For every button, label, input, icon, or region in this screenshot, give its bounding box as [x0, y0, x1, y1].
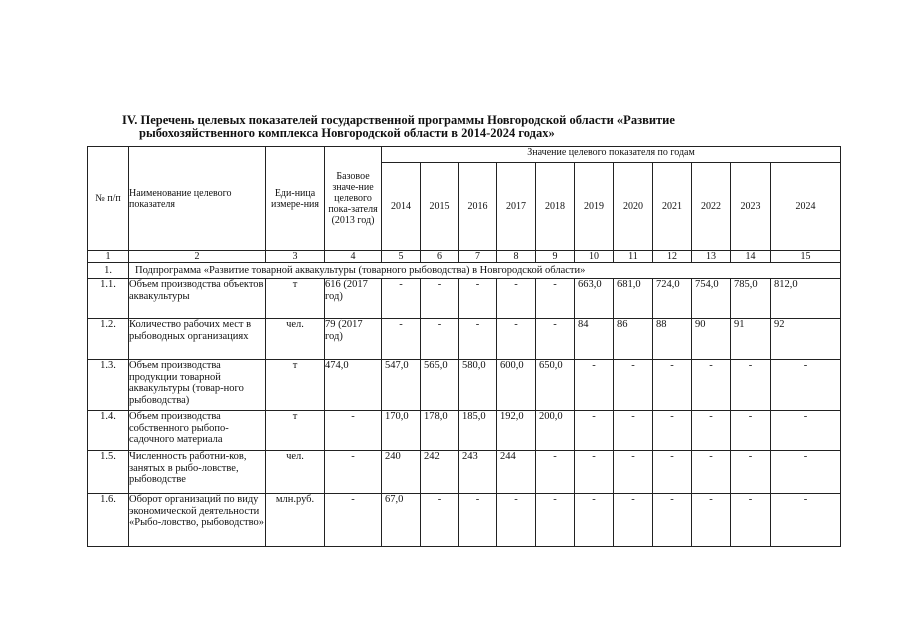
row-num: 1.2. [88, 319, 129, 360]
row-value: 178,0 [421, 411, 459, 451]
row-base: - [325, 411, 382, 451]
row-value: - [536, 279, 575, 319]
row-value: - [731, 494, 771, 547]
row-name: Объем производства продукции товарной аквакультуры (товар-ного рыбоводства) [129, 360, 266, 411]
header-year: 2021 [653, 163, 692, 251]
row-value: - [459, 494, 497, 547]
table-row [88, 494, 841, 547]
row-value: 650,0 [536, 360, 575, 411]
row-value: - [575, 360, 614, 411]
row-value: - [771, 451, 841, 494]
header-year: 2014 [382, 163, 421, 251]
header-year: 2024 [771, 163, 841, 251]
header-year: 2018 [536, 163, 575, 251]
row-value: 785,0 [731, 279, 771, 319]
row-value: 724,0 [653, 279, 692, 319]
row-value: 547,0 [382, 360, 421, 411]
row-value: 86 [614, 319, 653, 360]
row-value: - [653, 451, 692, 494]
row-value: 91 [731, 319, 771, 360]
row-value: 243 [459, 451, 497, 494]
column-number: 4 [325, 251, 382, 263]
row-name: Количество рабочих мест в рыбоводных организациях [129, 319, 266, 360]
header-year: 2016 [459, 163, 497, 251]
header-unit: Еди-ница измере-ния [266, 147, 325, 251]
column-number: 12 [653, 251, 692, 263]
row-value: 192,0 [497, 411, 536, 451]
row-value: - [382, 319, 421, 360]
header-num: № п/п [88, 147, 129, 251]
row-value: 88 [653, 319, 692, 360]
row-value: - [575, 411, 614, 451]
column-number: 13 [692, 251, 731, 263]
row-value: 90 [692, 319, 731, 360]
row-value: 170,0 [382, 411, 421, 451]
row-value: - [692, 360, 731, 411]
document-title [122, 114, 822, 140]
row-num: 1.5. [88, 451, 129, 494]
row-value: - [771, 360, 841, 411]
row-value: - [459, 319, 497, 360]
row-base: 79 (2017 год) [325, 319, 382, 360]
row-value: 200,0 [536, 411, 575, 451]
section-title: Подпрограмма «Развитие товарной аквакультуры (товарного рыбоводства) в Новгородской области» [129, 263, 841, 279]
row-value: 240 [382, 451, 421, 494]
row-value: - [653, 494, 692, 547]
row-name: Численность работни-ков, занятых в рыбо-ловстве, рыбоводстве [129, 451, 266, 494]
column-number: 11 [614, 251, 653, 263]
row-value: - [614, 360, 653, 411]
row-value: - [731, 360, 771, 411]
header-year: 2017 [497, 163, 536, 251]
row-value: - [382, 279, 421, 319]
row-value: - [692, 494, 731, 547]
row-name: Объем производства собственного рыбопо-садочного материала [129, 411, 266, 451]
row-unit: чел. [266, 319, 325, 360]
row-value: - [459, 279, 497, 319]
column-number: 8 [497, 251, 536, 263]
table-row [88, 451, 841, 494]
header-row-1 [88, 147, 841, 163]
column-number: 10 [575, 251, 614, 263]
row-unit: т [266, 279, 325, 319]
row-value: - [497, 279, 536, 319]
row-value: - [614, 494, 653, 547]
column-number: 2 [129, 251, 266, 263]
column-number: 14 [731, 251, 771, 263]
header-name: Наименование целевого показателя [129, 147, 266, 251]
row-value: - [575, 451, 614, 494]
row-value: 580,0 [459, 360, 497, 411]
row-num: 1.6. [88, 494, 129, 547]
table-row [88, 319, 841, 360]
row-name: Оборот организаций по виду экономической деятельности «Рыбо-ловство, рыбоводство» [129, 494, 266, 547]
row-value: 185,0 [459, 411, 497, 451]
row-value: 244 [497, 451, 536, 494]
row-name: Объем производства объектов аквакультуры [129, 279, 266, 319]
header-year: 2020 [614, 163, 653, 251]
row-base: - [325, 494, 382, 547]
header-base: Базовое значе-ние целевого пока-зателя (2013 год) [325, 147, 382, 251]
section-row [88, 263, 841, 279]
row-value: - [771, 411, 841, 451]
column-number: 15 [771, 251, 841, 263]
row-value: 92 [771, 319, 841, 360]
row-value: - [536, 494, 575, 547]
row-value: - [575, 494, 614, 547]
row-value: - [771, 494, 841, 547]
row-value: - [731, 451, 771, 494]
document-title-line-1: IV. Перечень целевых показателей государственной программы Новгородской области «Развитие [122, 113, 675, 127]
indicators-table [87, 146, 841, 547]
row-value: - [421, 279, 459, 319]
row-unit: т [266, 360, 325, 411]
table-row [88, 411, 841, 451]
row-value: - [421, 319, 459, 360]
row-value: - [421, 494, 459, 547]
table-row [88, 279, 841, 319]
column-number: 5 [382, 251, 421, 263]
row-value: - [536, 319, 575, 360]
header-year: 2015 [421, 163, 459, 251]
document-title-line-2: рыбохозяйственного комплекса Новгородской области в 2014-2024 годах» [139, 126, 555, 140]
row-value: 681,0 [614, 279, 653, 319]
row-value: - [614, 411, 653, 451]
row-value: 84 [575, 319, 614, 360]
row-value: - [497, 319, 536, 360]
row-base: 616 (2017 год) [325, 279, 382, 319]
row-base: - [325, 451, 382, 494]
header-year: 2023 [731, 163, 771, 251]
row-num: 1.3. [88, 360, 129, 411]
section-num: 1. [88, 263, 129, 279]
row-value: 812,0 [771, 279, 841, 319]
row-value: - [653, 411, 692, 451]
row-value: 242 [421, 451, 459, 494]
table-row [88, 360, 841, 411]
header-year: 2022 [692, 163, 731, 251]
row-value: - [692, 411, 731, 451]
row-value: - [692, 451, 731, 494]
row-value: - [653, 360, 692, 411]
row-unit: млн.руб. [266, 494, 325, 547]
row-value: - [497, 494, 536, 547]
column-number: 7 [459, 251, 497, 263]
column-number: 9 [536, 251, 575, 263]
row-value: 565,0 [421, 360, 459, 411]
row-value: - [536, 451, 575, 494]
column-number: 6 [421, 251, 459, 263]
row-value: 663,0 [575, 279, 614, 319]
row-value: - [614, 451, 653, 494]
row-num: 1.1. [88, 279, 129, 319]
row-unit: т [266, 411, 325, 451]
column-numbers-row [88, 251, 841, 263]
column-number: 1 [88, 251, 129, 263]
row-num: 1.4. [88, 411, 129, 451]
header-year: 2019 [575, 163, 614, 251]
row-unit: чел. [266, 451, 325, 494]
row-value: 67,0 [382, 494, 421, 547]
header-values-group: Значение целевого показателя по годам [382, 147, 841, 163]
row-value: 754,0 [692, 279, 731, 319]
column-number: 3 [266, 251, 325, 263]
row-value: - [731, 411, 771, 451]
row-base: 474,0 [325, 360, 382, 411]
row-value: 600,0 [497, 360, 536, 411]
